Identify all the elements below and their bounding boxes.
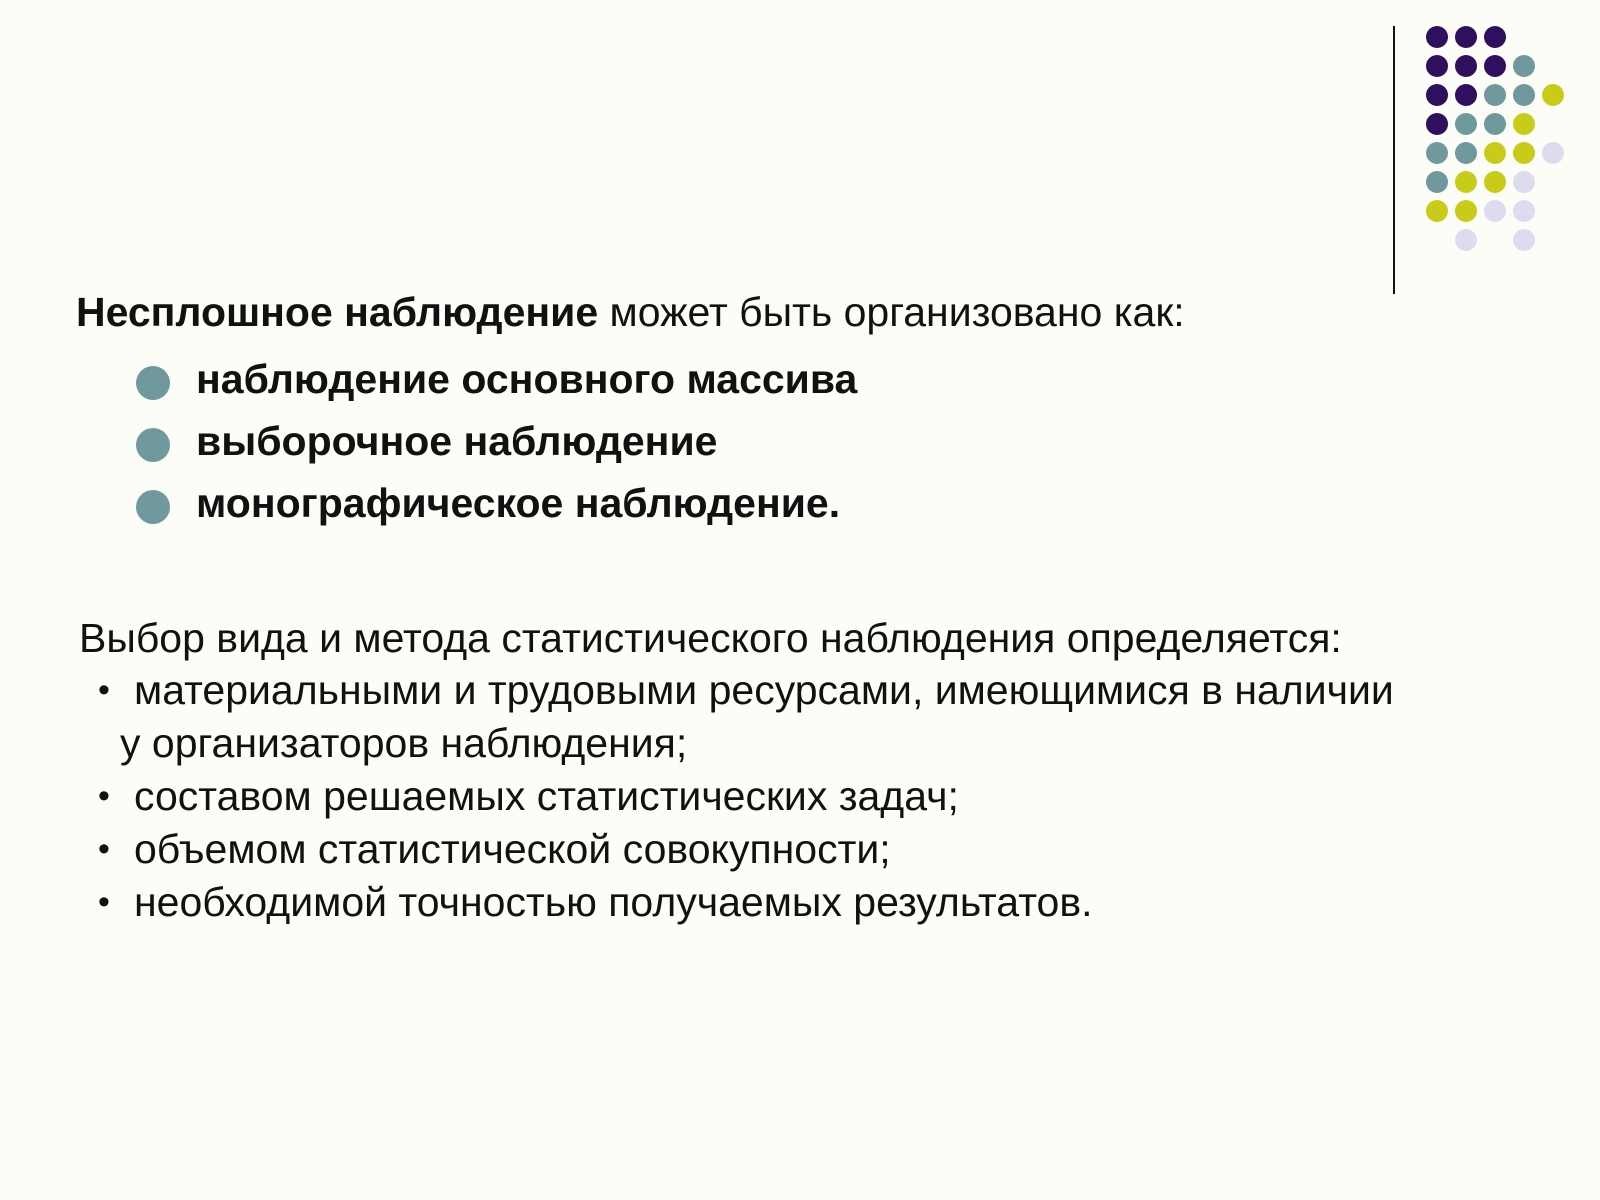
bullet-icon: • (98, 777, 110, 815)
bullet-icon: • (98, 671, 110, 709)
decorative-dot (1426, 171, 1448, 193)
list-item (98, 823, 1538, 876)
list-item-text: выборочное наблюдение (196, 417, 718, 464)
decorative-dot (1513, 200, 1535, 222)
bullet-icon: • (98, 830, 110, 868)
list-item-text (120, 664, 1394, 770)
vertical-divider (1393, 26, 1395, 294)
list-item (98, 770, 1538, 823)
decorative-dot (1455, 55, 1477, 77)
list-item-text: составом решаемых статистических задач; (134, 773, 959, 819)
decorative-dot (1484, 84, 1506, 106)
decorative-dot (1455, 113, 1477, 135)
round-bullet-icon (136, 490, 170, 524)
decorative-dot (1426, 55, 1448, 77)
list-item (136, 410, 857, 472)
decorative-dot (1455, 171, 1477, 193)
decorative-dot (1455, 84, 1477, 106)
bullet-icon: • (98, 883, 110, 921)
decorative-dot (1513, 142, 1535, 164)
decorative-dot (1484, 171, 1506, 193)
decorative-dot (1484, 200, 1506, 222)
decorative-dot (1542, 84, 1564, 106)
round-bullet-icon (136, 366, 170, 400)
observation-types-list (136, 348, 857, 534)
intro-bold-term: Несплошное наблюдение (76, 289, 599, 335)
decorative-dot (1426, 142, 1448, 164)
list-item-text: объемом статистической совокупности; (134, 826, 891, 872)
list-item-text: наблюдение основного массива (196, 355, 858, 402)
list-item-line-continued: у организаторов наблюдения; (120, 720, 688, 766)
decorative-dot (1513, 84, 1535, 106)
intro-line (76, 288, 1185, 336)
decorative-dot-grid (0, 0, 1600, 300)
choice-heading: Выбор вида и метода статистического наблюдения определяется: (79, 615, 1342, 661)
decorative-dot (1426, 113, 1448, 135)
decorative-dot (1455, 142, 1477, 164)
decorative-dot (1455, 26, 1477, 48)
list-item (98, 664, 1538, 770)
decorative-dot (1513, 113, 1535, 135)
decorative-dot (1513, 55, 1535, 77)
factors-list (98, 664, 1538, 929)
round-bullet-icon (136, 428, 170, 462)
intro-rest: может быть организовано как: (598, 289, 1185, 335)
list-item (98, 876, 1538, 929)
decorative-dot (1484, 142, 1506, 164)
decorative-dot (1484, 26, 1506, 48)
list-item (136, 348, 857, 410)
decorative-dot (1542, 142, 1564, 164)
decorative-dot (1513, 229, 1535, 251)
list-item (136, 472, 857, 534)
list-item-text: монографическое наблюдение. (196, 479, 841, 526)
decorative-dot (1484, 113, 1506, 135)
list-item-line: материальными и трудовыми ресурсами, имеющимися в наличии (134, 667, 1394, 713)
decorative-dot (1426, 200, 1448, 222)
decorative-dot (1455, 200, 1477, 222)
decorative-dot (1513, 171, 1535, 193)
decorative-dot (1455, 229, 1477, 251)
decorative-dot (1484, 55, 1506, 77)
list-item-text: необходимой точностью получаемых результатов. (134, 879, 1093, 925)
decorative-dot (1426, 26, 1448, 48)
decorative-dot (1426, 84, 1448, 106)
